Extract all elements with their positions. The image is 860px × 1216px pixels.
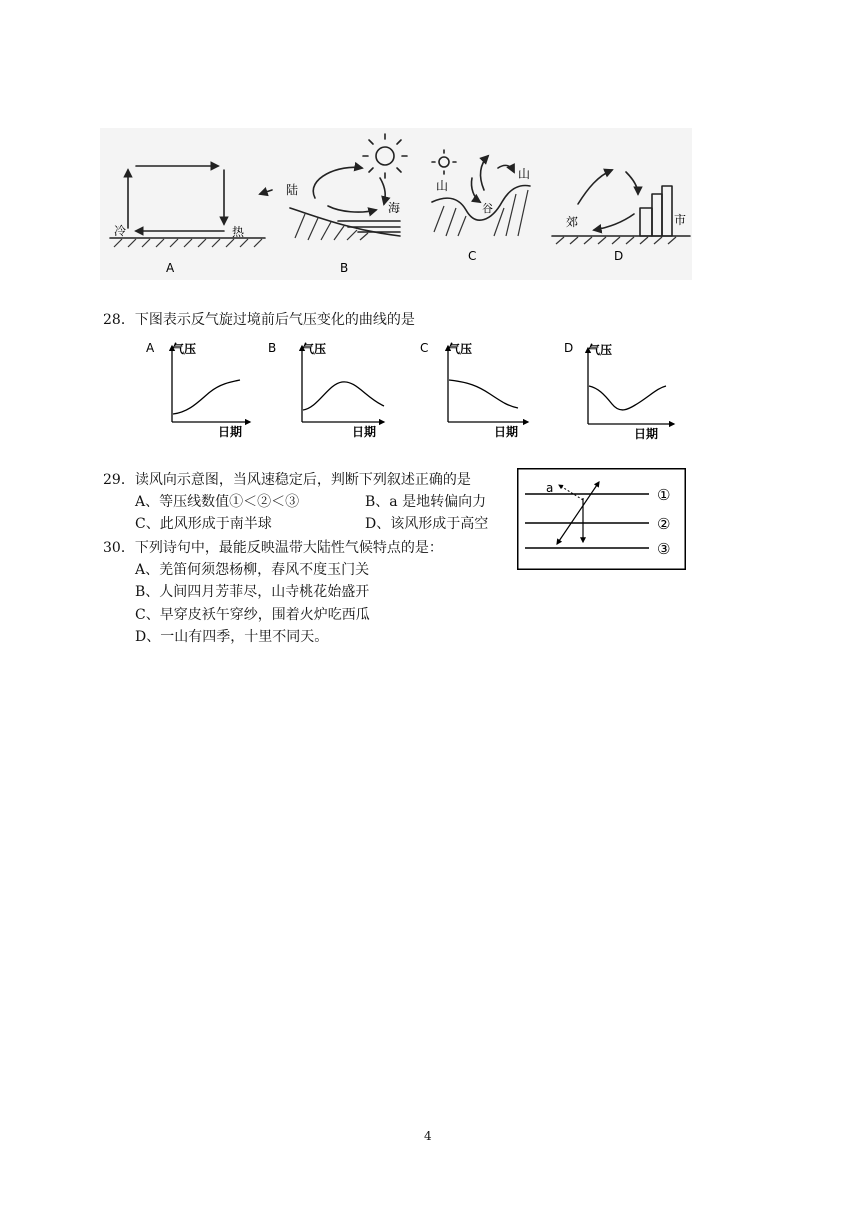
q28-option-d-chart [562,338,682,444]
panel-a-hot-label: 热 [232,225,245,239]
q29-option-c: C、此风形成于南半球 [135,516,272,532]
q28-option-a-curve [173,380,240,414]
panel-a-letter: A [166,261,175,275]
q29-wind-diagram [517,468,686,570]
q28-stem: 28．下图表示反气旋过境前后气压变化的曲线的是 [103,312,415,328]
panel-d-city-label: 市 [674,213,687,227]
q28-option-a-ylabel: 气压 [172,342,197,356]
q28-option-d-xlabel: 日期 [634,427,659,441]
q28-option-d-letter: D [564,341,574,355]
page-number: 4 [424,1129,432,1143]
q28-option-a-chart [140,338,260,442]
panel-c-valley-label: 谷 [482,202,493,215]
q29-stem: 29．读风向示意图，当风速稳定后，判断下列叙述正确的是 [103,472,471,488]
q28-option-b-chart [266,338,391,442]
isobar-3-label: ③ [657,540,671,558]
q30-stem: 30．下列诗句中，最能反映温带大陆性气候特点的是： [103,540,443,556]
q28-option-a-xlabel: 日期 [218,425,243,439]
q29-option-a: A、等压线数值①＜②＜③ [135,494,300,510]
q28-option-b-ylabel: 气压 [302,342,327,356]
circulation-figure [100,128,692,280]
panel-b-land-label: 陆 [286,183,299,197]
force-a-label: a [546,481,554,495]
q28-option-c-ylabel: 气压 [448,342,473,356]
q30-option-d: D、一山有四季，十里不同天。 [135,629,329,645]
q29-option-d: D、该风形成于高空 [365,516,489,532]
q28-option-c-curve [449,380,518,408]
q28-option-c-letter: C [420,341,429,355]
panel-b-letter: B [340,261,349,275]
q28-option-a-letter: A [146,341,155,355]
q28-option-b-letter: B [268,341,277,355]
panel-b-sea-label: 海 [388,201,401,215]
q30-option-b: B、人间四月芳菲尽，山寺桃花始盛开 [135,584,370,600]
q28-option-b-curve [303,382,384,410]
panel-c-mountain-left-label: 山 [436,179,449,193]
q28-option-c-xlabel: 日期 [494,425,519,439]
q28-option-b-xlabel: 日期 [352,425,377,439]
q28-option-c-chart [418,338,536,442]
panel-c-mountain-right-label: 山 [518,167,531,181]
panel-a-cold-label: 冷 [114,224,127,238]
panel-c-letter: C [468,249,477,263]
q29-option-b: B、a 是地转偏向力 [365,494,487,510]
isobar-2-label: ② [657,515,671,533]
q28-option-d-curve [589,386,666,410]
q30-option-a: A、羌笛何须怨杨柳，春风不度玉门关 [135,562,370,578]
panel-d-suburb-label: 郊 [566,215,579,229]
panel-d-letter: D [614,249,624,263]
q28-option-d-ylabel: 气压 [588,343,613,357]
isobar-1-label: ① [657,486,671,504]
q30-option-c: C、早穿皮袄午穿纱，围着火炉吃西瓜 [135,607,370,623]
